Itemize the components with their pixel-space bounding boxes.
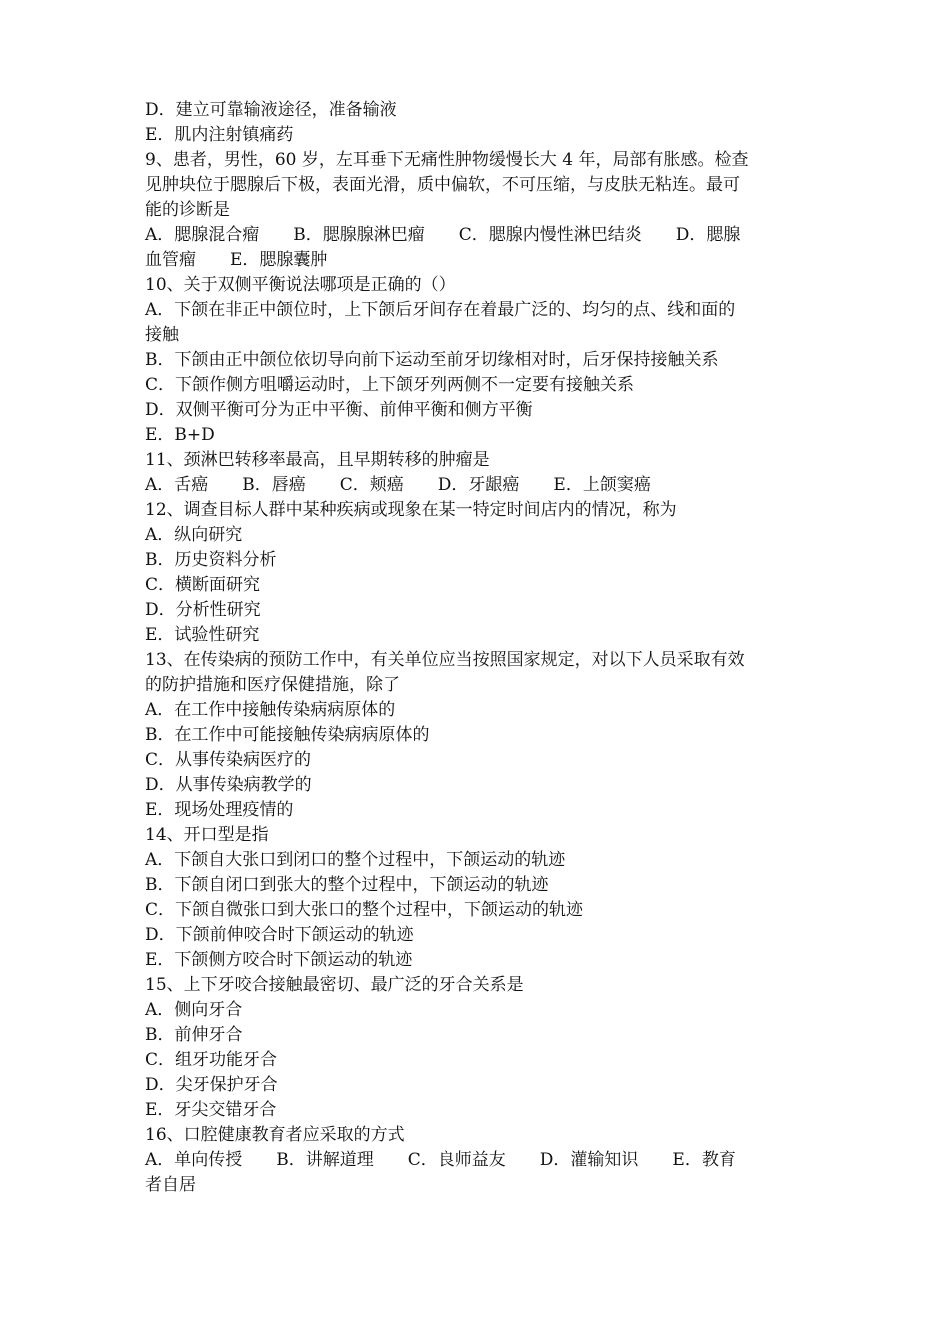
text-line: B．下颌自闭口到张大的整个过程中，下颌运动的轨迹 <box>145 875 549 895</box>
text-line: 见肿块位于腮腺后下极，表面光滑，质中偏软，不可压缩，与皮肤无粘连。最可 <box>145 175 740 195</box>
text-line: C．下颌自微张口到大张口的整个过程中，下颌运动的轨迹 <box>145 900 584 920</box>
text-line: 12、调查目标人群中某种疾病或现象在某一特定时间店内的情况，称为 <box>145 500 677 520</box>
text-line: 14、开口型是指 <box>145 825 269 845</box>
text-line: 13、在传染病的预防工作中，有关单位应当按照国家规定，对以下人员采取有效 <box>145 650 745 670</box>
text-line: 16、口腔健康教育者应采取的方式 <box>145 1125 405 1145</box>
text-line: E．试验性研究 <box>145 625 260 645</box>
text-line: E．B+D <box>145 425 215 445</box>
text-line: 11、颈淋巴转移率最高，且早期转移的肿瘤是 <box>145 450 490 470</box>
text-line: 血管瘤 E．腮腺囊肿 <box>145 250 328 270</box>
text-line: A．侧向牙合 <box>145 1000 243 1020</box>
text-line: B．在工作中可能接触传染病病原体的 <box>145 725 430 745</box>
text-line: C．从事传染病医疗的 <box>145 750 312 770</box>
text-line: 10、关于双侧平衡说法哪项是正确的（） <box>145 275 456 295</box>
text-line: A．腮腺混合瘤 B．腮腺腺淋巴瘤 C．腮腺内慢性淋巴结炎 D．腮腺 <box>145 225 741 245</box>
text-line: 的防护措施和医疗保健措施，除了 <box>145 675 400 695</box>
text-line: A．在工作中接触传染病病原体的 <box>145 700 396 720</box>
text-line: E．牙尖交错牙合 <box>145 1100 277 1120</box>
text-line: C．横断面研究 <box>145 575 261 595</box>
text-line: B．历史资料分析 <box>145 550 277 570</box>
text-line: B．前伸牙合 <box>145 1025 243 1045</box>
text-line: D．分析性研究 <box>145 600 261 620</box>
text-line: D．从事传染病教学的 <box>145 775 312 795</box>
text-line: A．单向传授 B．讲解道理 C．良师益友 D．灌输知识 E．教育 <box>145 1150 736 1170</box>
text-line: 9、患者，男性，60 岁，左耳垂下无痛性肿物缓慢长大 4 年，局部有胀感。检查 <box>145 150 749 170</box>
text-line: A．纵向研究 <box>145 525 243 545</box>
document-text <box>145 98 825 1198</box>
text-line: A．舌癌 B．唇癌 C．颊癌 D．牙龈癌 E．上颌窦癌 <box>145 475 651 495</box>
text-line: A．下颌自大张口到闭口的整个过程中，下颌运动的轨迹 <box>145 850 566 870</box>
text-line: C．下颌作侧方咀嚼运动时，上下颌牙列两侧不一定要有接触关系 <box>145 375 635 395</box>
text-line: D．下颌前伸咬合时下颌运动的轨迹 <box>145 925 414 945</box>
text-line: 接触 <box>145 325 179 345</box>
text-line: 15、上下牙咬合接触最密切、最广泛的牙合关系是 <box>145 975 524 995</box>
text-line: E．下颌侧方咬合时下颌运动的轨迹 <box>145 950 413 970</box>
text-line: B．下颌由正中颌位依切导向前下运动至前牙切缘相对时，后牙保持接触关系 <box>145 350 719 370</box>
text-line: A．下颌在非正中颌位时，上下颌后牙间存在着最广泛的、均匀的点、线和面的 <box>145 300 736 320</box>
text-line: D．尖牙保护牙合 <box>145 1075 278 1095</box>
text-line: 能的诊断是 <box>145 200 230 220</box>
text-line: C．组牙功能牙合 <box>145 1050 278 1070</box>
text-line: E．肌内注射镇痛药 <box>145 125 294 145</box>
text-line: D．双侧平衡可分为正中平衡、前伸平衡和侧方平衡 <box>145 400 533 420</box>
text-line: 者自居 <box>145 1175 196 1195</box>
text-line: E．现场处理疫情的 <box>145 800 294 820</box>
text-line: D．建立可靠输液途径，准备输液 <box>145 100 397 120</box>
